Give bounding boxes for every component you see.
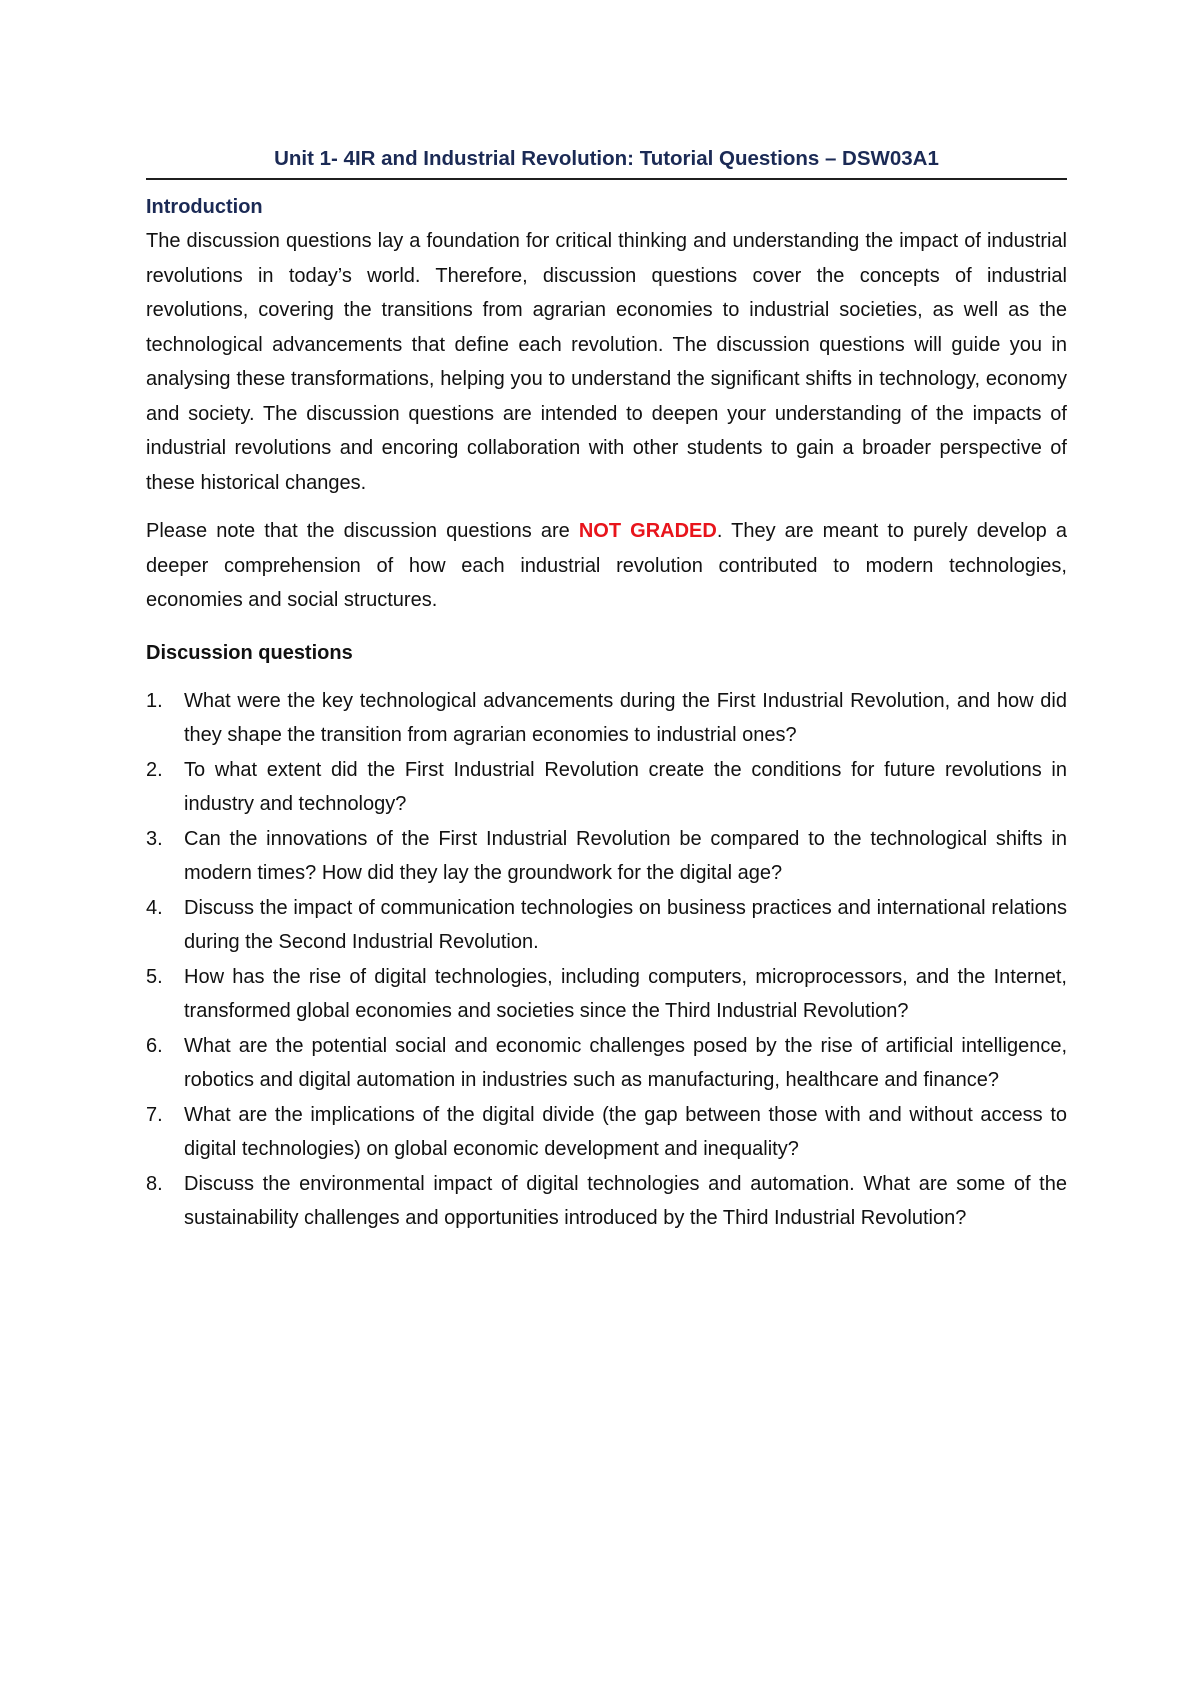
question-text: Can the innovations of the First Industrial Revolution be compared to the technological shifts in modern times? How did they lay the groundwork for the digital age?	[184, 827, 1067, 884]
question-item	[146, 1098, 1067, 1167]
question-number: 5.	[146, 965, 163, 988]
question-item	[146, 753, 1067, 822]
question-item	[146, 891, 1067, 960]
question-number: 2.	[146, 758, 163, 781]
discussion-questions-heading: Discussion questions	[146, 641, 353, 664]
question-number: 6.	[146, 1034, 163, 1057]
note-paragraph	[146, 514, 1067, 618]
question-text: How has the rise of digital technologies, including computers, microprocessors, and the Internet, transformed global economies and societies since the Third Industrial Revolution?	[184, 965, 1067, 1022]
question-text: Discuss the environmental impact of digital technologies and automation. What are some of the sustainability challenges and opportunities introduced by the Third Industrial Revolution?	[184, 1172, 1067, 1229]
question-text: To what extent did the First Industrial Revolution create the conditions for future revolutions in industry and technology?	[184, 758, 1067, 815]
introduction-heading: Introduction	[146, 196, 263, 218]
question-item	[146, 684, 1067, 753]
question-item	[146, 1167, 1067, 1236]
question-item	[146, 960, 1067, 1029]
question-number: 4.	[146, 896, 163, 919]
note-text-after: . They are meant to purely develop a deeper comprehension of how each industrial revolution contributed to modern technologies, economies and social structures.	[146, 520, 1067, 611]
document-title: Unit 1- 4IR and Industrial Revolution: Tutorial Questions – DSW03A1	[146, 146, 1067, 180]
not-graded-emphasis: NOT GRADED	[578, 520, 717, 542]
question-text: Discuss the impact of communication technologies on business practices and international relations during the Second Industrial Revolution.	[184, 896, 1067, 953]
question-number: 7.	[146, 1103, 163, 1126]
question-text: What are the potential social and economic challenges posed by the rise of artificial intelligence, robotics and digital automation in industries such as manufacturing, healthcare and finance?	[184, 1034, 1067, 1091]
question-text: What are the implications of the digital divide (the gap between those with and without access to digital technologies) on global economic development and inequality?	[184, 1103, 1067, 1160]
question-item	[146, 1029, 1067, 1098]
question-text: What were the key technological advancements during the First Industrial Revolution, and how did they shape the transition from agrarian economies to industrial ones?	[184, 689, 1067, 746]
discussion-questions-list	[146, 684, 1067, 1236]
question-number: 1.	[146, 689, 163, 712]
question-number: 3.	[146, 827, 163, 850]
introduction-paragraph: The discussion questions lay a foundation for critical thinking and understanding the impact of industrial revolutions in today’s world. Therefore, discussion questions cover the concepts of industrial revolutions, covering the transitions from agrarian economies to industrial societies, as well as the technological advancements that define each revolution. The discussion questions will guide you in analysing these transformations, helping you to understand the significant shifts in technology, economy and society. The discussion questions are intended to deepen your understanding of the impacts of industrial revolutions and encoring collaboration with other students to gain a broader perspective of these historical changes.	[146, 230, 1067, 494]
note-text-before: Please note that the discussion questions are	[146, 520, 579, 542]
question-item	[146, 822, 1067, 891]
question-number: 8.	[146, 1172, 163, 1195]
